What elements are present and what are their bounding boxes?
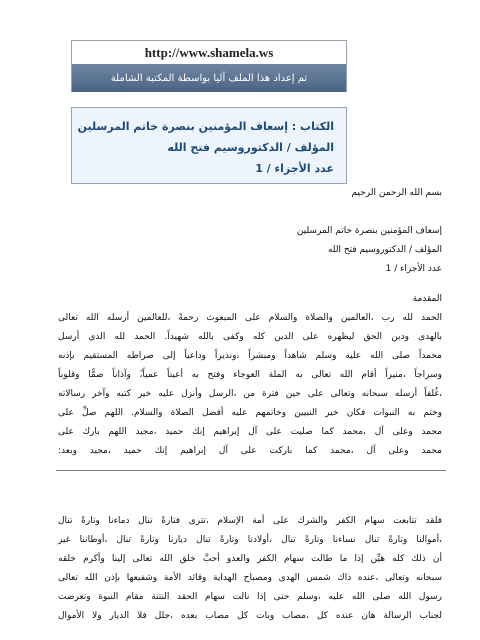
book-author: المؤلف / الدكتوروسيم فتح الله: [167, 141, 334, 154]
book-title: الكتاب : إسعاف المؤمنين بنصرة خاتم المرسلين: [77, 120, 334, 133]
paragraph-line: رسول الله صلى الله عليه ،وسلم حتى إذا نالت سهام الحقد النتنة مقام النبوة وتعرضت: [58, 592, 442, 602]
paragraph-line: بالهدى ودين الحق ليظهره على الدين كله وكفى بالله شهيداً. الحمد لله الذي أرسل: [58, 332, 442, 342]
document-front-matter: [58, 184, 442, 203]
generated-banner: تم إعداد هذا الملف آليا بواسطة المكتبة الشاملة: [72, 64, 346, 92]
intro-section: [58, 290, 442, 461]
paragraph-line: سبحانه وتعالى ،عنده ذاك شمس الهدى ومصباح الهداية وقائد الأمة وشفيعها بإذن الله تعالى: [58, 573, 442, 583]
paragraph-line: ،أموالنا وتارةً تنال نساءنا وتارةً تنال ،أولادنا وتارةً تنال ديارنا وتارةً تنال ،أوطاننا غير: [58, 535, 442, 545]
book-info-box: [71, 107, 347, 184]
paragraph-line: محمد وعلى آل ،محمد كما صليت على آل إبراهيم إنك حميد ،مجيد اللهم بارك على: [58, 427, 442, 437]
source-url[interactable]: http://www.shamela.ws: [144, 44, 274, 60]
basmala: بسم الله الرحمن الرحيم: [351, 188, 442, 198]
paragraph-line: محمداً صلى الله عليه وسلم شاهداً ومبشراً ،ونذيراً وداعياً إلى صراطه المستقيم بإذنه: [58, 351, 442, 361]
source-header: [71, 40, 347, 92]
meta-author: المؤلف / الدكتوروسيم فتح الله: [327, 245, 442, 255]
document-meta: [58, 222, 442, 279]
meta-title: إسعاف المؤمنين بنصرة خاتم المرسلين: [296, 226, 442, 236]
book-parts: عدد الأجزاء / 1: [255, 162, 334, 175]
paragraph-line: ،غُلفاً أرسله سبحانه وتعالى على حين فترة من ،الرسل وأنزل عليه خير كتبه وآخر رسالاته: [58, 389, 442, 399]
body-section: [58, 512, 442, 626]
paragraph-line: فلقد تتابعت سهام الكفر والشرك على أمة الإسلام ،تترى فتارةً تنال دماءنا وتارةً تنال: [58, 516, 442, 526]
paragraph-line: محمد وعلى آل ،محمد كما باركت على آل إبراهيم إنك حميد ،مجيد وبعد:: [58, 446, 442, 456]
paragraph-line: وختم به النبوات فكان خير النبيين وخاتمهم عليه أفضل الصلاة والسلام. اللهم صلِّ على: [58, 408, 442, 418]
paragraph-line: الحمد لله رب ،العالمين والصلاة والسلام على المبعوث رحمةً ،للعالمين أرسله الله تعالى: [58, 313, 442, 323]
page-divider: [56, 470, 446, 471]
paragraph-line: وسراجاً ،منيراً أقام الله تعالى به الملة العوجاء وفتح به أعيناً عمياً،ً وآذاناً صمًّا وقلوباً: [58, 370, 442, 380]
meta-parts: عدد الأجزاء / 1: [385, 264, 442, 274]
paragraph-line: لجناب الرسالة هان عنده كل ،مصاب وبات كل مصاب بعده ،جلل فلا الديار ولا الأموال: [58, 611, 442, 621]
paragraph-line: أن ذلك كله هيِّن إذا ما طالت سهام الكفر والعدو أحبَّ خلق الله تعالى إلينا وأكرم خلقه: [58, 554, 442, 564]
intro-heading: المقدمة: [412, 294, 442, 304]
